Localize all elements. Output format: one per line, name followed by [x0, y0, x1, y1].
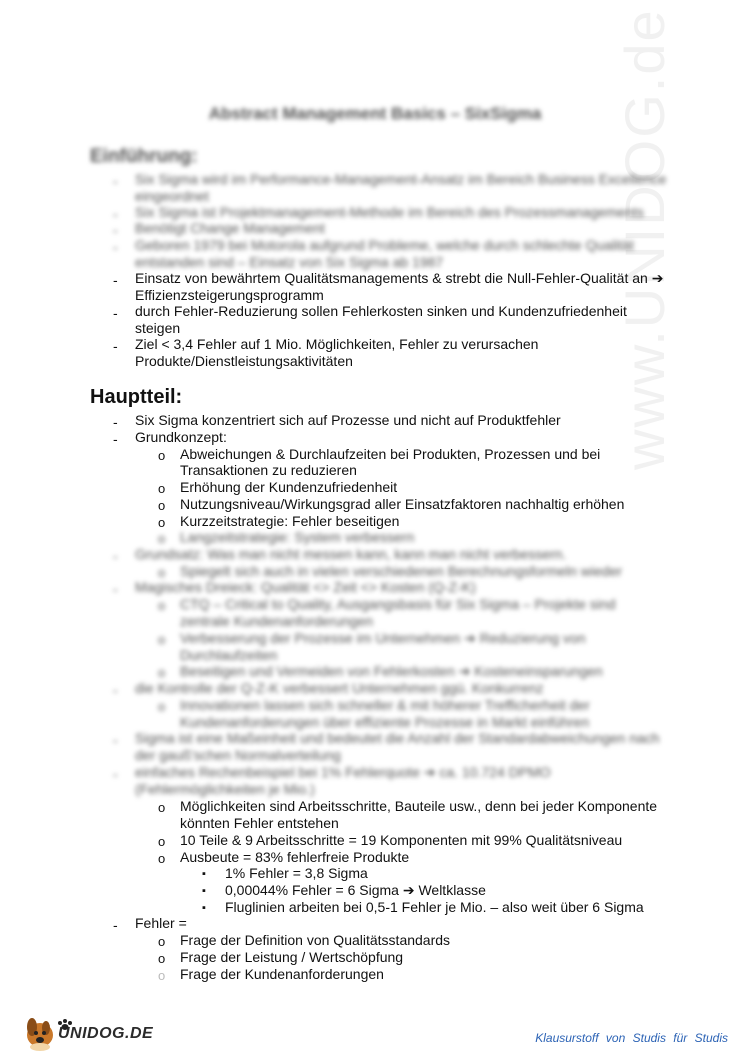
sub-marker: o [158, 498, 166, 513]
list-marker: - [113, 173, 118, 189]
list-marker: - [113, 239, 118, 255]
sub-marker: o [158, 851, 166, 866]
list-item-cont: entstanden sind – Einsatz von Six Sigma ab 1987 [135, 254, 444, 270]
list-item-cont: (Fehlermöglichkeiten je Mio.) [135, 781, 315, 797]
sub-item-cont: könnten Fehler entstehen [180, 815, 339, 831]
list-item: Benötigt Change Management [135, 220, 325, 236]
sub-item-cont: zentrale Kundenanforderungen [180, 613, 374, 629]
sub-item: Nutzungsniveau/Wirkungsgrad aller Einsatzfaktoren nachhaltig erhöhen [180, 496, 625, 512]
list-item: Magisches Dreieck: Qualität <> Zeit <> Kosten (Q-Z-K) [135, 579, 476, 595]
list-marker: - [113, 548, 118, 564]
list-marker: - [113, 431, 118, 447]
watermark: www.UNIDOG.de [613, 8, 676, 470]
list-marker: - [113, 682, 118, 698]
sub-item: Innovationen lassen sich schneller & mit höherer Trefficherheit der [180, 697, 590, 713]
sub-item: Frage der Definition von Qualitätsstandards [180, 932, 451, 948]
sub-item: Möglichkeiten sind Arbeitsschritte, Bauteile usw., denn bei jeder Komponente [180, 798, 658, 814]
list-marker: - [113, 305, 118, 321]
footer-slogan: Klausurstoff von Studis für Studis [535, 1031, 728, 1045]
list-marker: - [113, 222, 118, 238]
list-item-cont: Effizienzsteigerungsprogramm [135, 287, 324, 303]
list-item: einfaches Rechenbeispiel bei 1% Fehlerquote ➔ ca. 10.724 DPMO [135, 764, 551, 780]
sub-item: Langzeitstrategie: System verbessern [180, 529, 415, 545]
page-title: Abstract Management Basics – SixSigma [208, 104, 542, 123]
sub-item: Frage der Leistung / Wertschöpfung [180, 949, 404, 965]
sub-marker: o [158, 834, 166, 849]
list-marker: - [113, 766, 118, 782]
list-marker: - [113, 206, 118, 222]
sub-marker: o [158, 565, 166, 580]
list-item: Sigma ist eine Maßeinheit und bedeutet die Anzahl der Standardabweichungen nach [135, 730, 660, 746]
sub-marker: o [158, 699, 166, 714]
sub-marker: o [158, 632, 166, 647]
list-marker: - [113, 272, 118, 288]
list-item: durch Fehler-Reduzierung sollen Fehlerkosten sinken und Kundenzufriedenheit [135, 303, 627, 319]
list-marker: - [113, 732, 118, 748]
sub-marker: o [158, 968, 166, 983]
sub-marker: o [158, 531, 166, 546]
logo-text: UNIDOG.DE [58, 1025, 154, 1042]
list-marker: - [113, 338, 118, 354]
list-marker: - [113, 917, 118, 933]
sub-marker: o [158, 934, 166, 949]
list-marker: - [113, 414, 118, 430]
sub-marker: o [158, 481, 166, 496]
list-marker: - [113, 581, 118, 597]
subsub-item: Fluglinien arbeiten bei 0,5-1 Fehler je Mio. – also weit über 6 Sigma [225, 899, 644, 915]
list-item-cont: Produkte/Dienstleistungsaktivitäten [135, 353, 353, 369]
list-item: Geboren 1979 bei Motorola aufgrund Probleme, welche durch schlechte Qualität [135, 237, 634, 253]
sub-marker: o [158, 665, 166, 680]
sub-marker: o [158, 800, 166, 815]
sub-item-cont: Kundenanforderungen über effiziente Prozesse in Markt einführen [180, 714, 590, 730]
subsub-item: 0,00044% Fehler = 6 Sigma ➔ Weltklasse [225, 882, 486, 898]
list-item: die Kontrolle der Q-Z-K verbessert Unternehmen ggü. Konkurrenz [135, 680, 544, 696]
sub-item: Erhöhung der Kundenzufriedenheit [180, 479, 398, 495]
subsub-marker: ▪ [202, 885, 206, 897]
sub-marker: o [158, 448, 166, 463]
sub-item: Frage der Kundenanforderungen [180, 966, 384, 982]
list-item: Einsatz von bewährtem Qualitätsmanagements & strebt die Null-Fehler-Qualität an ➔ [135, 270, 664, 286]
list-item-cont: eingeordnet [135, 188, 209, 204]
list-item: Grundsatz: Was man nicht messen kann, kann man nicht verbessern. [135, 546, 567, 562]
sub-item: Abweichungen & Durchlaufzeiten bei Produkten, Prozessen und bei [180, 446, 601, 462]
subsub-marker: ▪ [202, 868, 206, 880]
list-item-cont: steigen [135, 320, 181, 336]
list-item: Six Sigma ist Projektmanagement-Methode im Bereich des Prozessmanagements [135, 204, 644, 220]
sub-item: Ausbeute = 83% fehlerfreie Produkte [180, 849, 410, 865]
list-item: Six Sigma wird im Performance-Management-Ansatz im Bereich Business Excellence [135, 171, 667, 187]
sub-item-cont: Durchlaufzeiten [180, 647, 278, 663]
sub-marker: o [158, 951, 166, 966]
list-item: Ziel < 3,4 Fehler auf 1 Mio. Möglichkeiten, Fehler zu verursachen [135, 336, 539, 352]
sub-item: Spiegelt sich auch in vielen verschiedenen Berechnungsformeln wieder [180, 563, 623, 579]
sub-item: CTQ – Critical to Quality, Ausgangsbasis für Six Sigma – Projekte sind [180, 596, 616, 612]
sub-marker: o [158, 515, 166, 530]
sub-item: Kurzzeitstrategie: Fehler beseitigen [180, 513, 400, 529]
subsub-marker: ▪ [202, 902, 206, 914]
list-item: Six Sigma konzentriert sich auf Prozesse und nicht auf Produktfehler [135, 412, 561, 428]
subsub-item: 1% Fehler = 3,8 Sigma [225, 865, 368, 881]
list-item-cont: der gauß'schen Normalverteilung [135, 747, 341, 763]
sub-item: Verbesserung der Prozesse im Unternehmen ➔ Reduzierung von [180, 630, 586, 646]
section-heading-hauptteil: Hauptteil: [90, 386, 183, 408]
sub-item: 10 Teile & 9 Arbeitsschritte = 19 Komponenten mit 99% Qualitätsniveau [180, 832, 623, 848]
sub-marker: o [158, 598, 166, 613]
list-item: Fehler = [135, 915, 187, 931]
section-heading-einfuehrung: Einführung: [90, 146, 198, 167]
list-item: Grundkonzept: [135, 429, 227, 445]
sub-item-cont: Transaktionen zu reduzieren [180, 462, 357, 478]
sub-item: Beseitigen und Vermeiden von Fehlerkosten ➔ Kosteneinsparungen [180, 663, 603, 679]
